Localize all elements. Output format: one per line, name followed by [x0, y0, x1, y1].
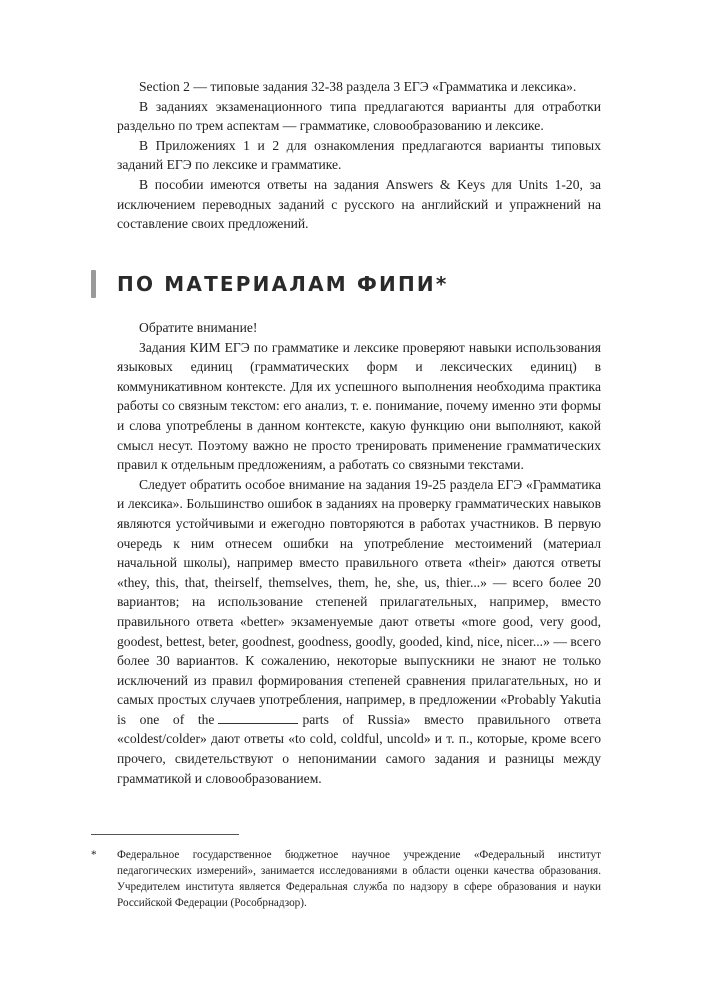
attention-line: Обратите внимание! — [139, 320, 258, 335]
section-intro — [117, 77, 601, 234]
main-text — [117, 318, 601, 788]
heading-title: ПО МАТЕРИАЛАМ ФИПИ* — [117, 272, 449, 296]
footnote — [91, 847, 601, 911]
footnote-divider — [91, 834, 239, 835]
main-paragraph-2 — [117, 475, 601, 789]
intro-paragraph-3: В Приложениях 1 и 2 для ознакомления предлагаются варианты типовых заданий ЕГЭ по лексике и грамматике. — [117, 137, 601, 173]
answer-blank — [218, 712, 298, 724]
intro-paragraph-4: В пособии имеются ответы на задания Answers & Keys для Units 1-20, за исключением переводных заданий с русского на английский и упражнений на составление своих предложений. — [117, 176, 601, 232]
main-paragraph-2-part-1: Следует обратить особое внимание на задания 19-25 раздела ЕГЭ «Грамматика и лексика». Большинство ошибок в заданиях на проверку грамматических навыков являются устойчивыми и ежегодно повторяются в работах участников. В первую очередь к ним отнесем ошибки на употребление местоимений (материал начальной школы), например вместо правильного ответа «their» даются ответы «they, this, that, theirself, themselves, them, he, she, us, thier...» — всего более 20 вариантов; на использование степеней прилагательных, например, вместо правильного ответа «better» экзаменуемые дают ответы «more good, very good, goodest, bettest, beter, goodnest, goodness, goodly, gooded, kind, nice, nicer...» — всего более 30 вариантов. К сожалению, некоторые выпускники не знают не только исключений из правил формирования степеней сравнения прилагательных, но и самых простых случаев употребления, например, в предложении «Probably Yakutia is one of the — [117, 476, 601, 727]
intro-paragraph-2: В заданиях экзаменационного типа предлагаются варианты для отработки раздельно по трем аспектам — грамматике, словообразованию и лексике. — [117, 98, 601, 134]
footnote-mark: * — [91, 849, 97, 861]
main-paragraph-1: Задания КИМ ЕГЭ по грамматике и лексике проверяют навыки использования языковых единиц (грамматических форм и лексических единиц) в коммуникативном контексте. Для их успешного выполнения необходима практика работы со связным текстом: его анализ, т. е. понимание, почему именно эти формы и слова употреблены в данном контексте, какую функцию они выполняют, какой смысл несут. Поэтому важно не просто тренировать применение грамматических правил к отдельным предложениям, а работать со связными текстами. — [117, 339, 601, 473]
heading-accent-bar — [91, 270, 96, 298]
main-paragraph-2-part-2: parts of Russia» вместо правильного ответа «coldest/colder» дают ответы «to cold, coldful, uncold» и т. п., которые, кроме всего прочего, свидетельствуют о непонимании самого задания и разницы между грамматикой и словообразованием. — [117, 711, 601, 786]
footnote-text: Федеральное государственное бюджетное научное учреждение «Федеральный институт педагогических измерений», занимается исследованиями в области оценки качества образования. Учредителем института является Федеральная служба по надзору в сфере образования и науки Российской Федерации (Рособрнадзор). — [117, 849, 601, 909]
section-heading — [91, 269, 611, 299]
intro-paragraph-1: Section 2 — типовые задания 32-38 раздела 3 ЕГЭ «Грамматика и лексика». — [139, 79, 577, 94]
